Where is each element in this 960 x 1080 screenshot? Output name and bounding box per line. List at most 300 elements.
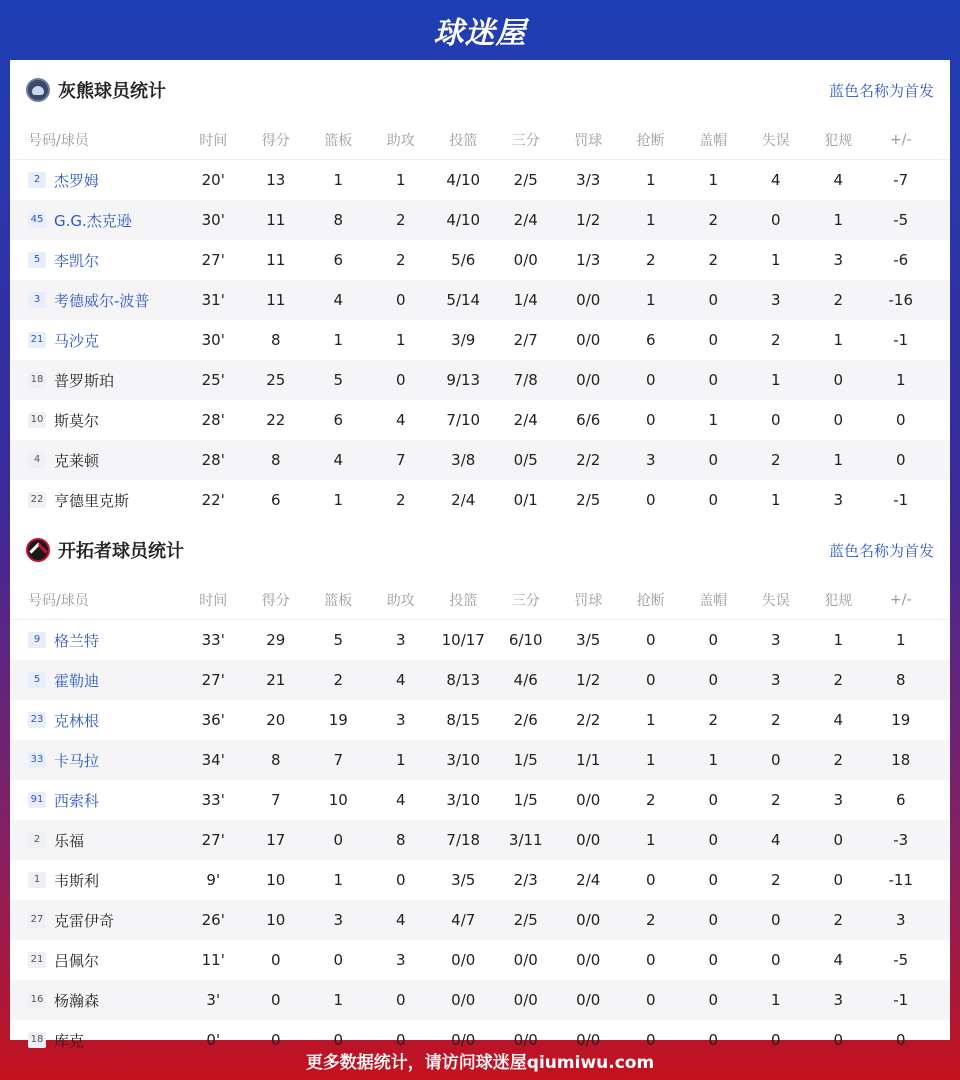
column-header: 篮板 xyxy=(324,592,353,609)
stat-cell: 4 xyxy=(333,451,344,469)
jersey-number: 45 xyxy=(28,212,46,228)
stat-cell: 1 xyxy=(333,171,344,189)
stat-cell: 3 xyxy=(833,251,844,269)
stat-cell: 0/0 xyxy=(513,991,538,1009)
stat-cell: 0/0 xyxy=(451,991,476,1009)
stat-cell: 17 xyxy=(266,831,286,849)
stat-cell: 0 xyxy=(395,991,406,1009)
table-row[interactable] xyxy=(10,820,950,860)
stat-cell: 27' xyxy=(201,831,225,849)
starter-note: 蓝色名称为首发 xyxy=(828,541,934,560)
stat-cell: 2/2 xyxy=(576,711,601,729)
stat-cell: 2/5 xyxy=(513,171,538,189)
stat-cell: 0 xyxy=(645,991,656,1009)
stat-cell: 4 xyxy=(833,711,844,729)
table-row[interactable] xyxy=(10,620,950,660)
stat-cell: 31' xyxy=(201,291,225,309)
stat-cell: 2/4 xyxy=(513,411,538,429)
stat-cell: 0/0 xyxy=(513,951,538,969)
player-name[interactable]: 吕佩尔 xyxy=(54,951,100,970)
stat-cell: 3 xyxy=(395,711,406,729)
stat-cell: 0/1 xyxy=(513,491,538,509)
stat-cell: 25 xyxy=(266,371,286,389)
stat-cell: 2 xyxy=(770,711,781,729)
stat-cell: 2 xyxy=(833,291,844,309)
stat-cell: 0 xyxy=(395,1031,406,1049)
table-row[interactable] xyxy=(10,660,950,700)
stat-cell: 0 xyxy=(833,871,844,889)
stat-cell: 0/0 xyxy=(576,331,601,349)
table-row[interactable] xyxy=(10,160,950,200)
stat-cell: 4/10 xyxy=(446,171,481,189)
column-header: +/- xyxy=(890,591,912,608)
player-name[interactable]: 李凯尔 xyxy=(54,251,100,270)
jersey-number: 2 xyxy=(28,832,46,848)
stat-cell: 0 xyxy=(895,411,906,429)
stat-cell: 1/2 xyxy=(576,671,601,689)
stat-cell: 28' xyxy=(201,411,225,429)
stat-cell: 3/8 xyxy=(451,451,476,469)
stat-cell: 3/5 xyxy=(451,871,476,889)
table-row[interactable] xyxy=(10,900,950,940)
stat-cell: 6 xyxy=(895,791,906,809)
team-title xyxy=(26,77,166,103)
stat-cell: 0/5 xyxy=(513,451,538,469)
column-header: 三分 xyxy=(511,132,540,149)
player-name[interactable]: 霍勒迪 xyxy=(54,671,100,690)
stat-cell: 0 xyxy=(645,491,656,509)
stat-cell: 2 xyxy=(645,791,656,809)
stat-cell: 5/6 xyxy=(451,251,476,269)
stat-cell: 18 xyxy=(891,751,911,769)
stat-cell: 2 xyxy=(645,251,656,269)
stat-cell: 3/11 xyxy=(508,831,543,849)
column-header: 盖帽 xyxy=(699,132,728,149)
stat-cell: 0 xyxy=(895,1031,906,1049)
stat-cell: 1 xyxy=(895,631,906,649)
stat-cell: 5/14 xyxy=(446,291,481,309)
stat-cell: 0' xyxy=(206,1031,221,1049)
stat-cell: 2/7 xyxy=(513,331,538,349)
stat-cell: 8 xyxy=(270,331,281,349)
stat-cell: 1 xyxy=(833,211,844,229)
stat-cell: 2 xyxy=(770,451,781,469)
stat-cell: 0 xyxy=(708,371,719,389)
stat-cell: 0 xyxy=(770,951,781,969)
stat-cell: 20 xyxy=(266,711,286,729)
jersey-number: 3 xyxy=(28,292,46,308)
player-name[interactable]: 乐福 xyxy=(54,831,85,850)
stat-cell: 8 xyxy=(395,831,406,849)
stat-cell: 0 xyxy=(770,911,781,929)
player-name[interactable]: 克林根 xyxy=(54,711,100,730)
table-row[interactable] xyxy=(10,440,950,480)
player-name[interactable]: 杨瀚森 xyxy=(54,991,100,1010)
stat-cell: 2/6 xyxy=(513,711,538,729)
stat-cell: 0 xyxy=(333,951,344,969)
table-row[interactable] xyxy=(10,360,950,400)
stat-cell: 36' xyxy=(201,711,225,729)
stat-cell: -11 xyxy=(888,871,913,889)
team-title-text: 开拓者球员统计 xyxy=(58,541,184,562)
stat-cell: 1 xyxy=(645,291,656,309)
column-header: 犯规 xyxy=(824,592,853,609)
column-header: 助攻 xyxy=(386,132,415,149)
column-header: 盖帽 xyxy=(699,592,728,609)
stat-cell: 4 xyxy=(333,291,344,309)
table-row[interactable] xyxy=(10,400,950,440)
jersey-number: 21 xyxy=(28,332,46,348)
stat-cell: 0 xyxy=(708,291,719,309)
jersey-number: 2 xyxy=(28,172,46,188)
stats-card xyxy=(10,60,950,1050)
stat-cell: 2/3 xyxy=(513,871,538,889)
stat-cell: 0 xyxy=(270,991,281,1009)
stat-cell: 2 xyxy=(395,491,406,509)
stat-cell: 25' xyxy=(201,371,225,389)
stat-cell: 0 xyxy=(708,871,719,889)
stat-cell: 1 xyxy=(645,751,656,769)
stat-cell: 0 xyxy=(270,1031,281,1049)
stat-cell: 0/0 xyxy=(451,951,476,969)
stat-cell: 6 xyxy=(645,331,656,349)
stat-cell: 30' xyxy=(201,211,225,229)
team-section xyxy=(10,60,950,520)
player-cell xyxy=(10,830,182,851)
stat-cell: 3 xyxy=(770,671,781,689)
stat-cell: 10 xyxy=(266,871,286,889)
stat-cell: 0 xyxy=(645,671,656,689)
stat-cell: 1 xyxy=(333,991,344,1009)
stat-cell: 0 xyxy=(833,1031,844,1049)
column-header: 号码/球员 xyxy=(28,592,89,609)
player-name[interactable]: 格兰特 xyxy=(54,631,100,650)
column-header: 投篮 xyxy=(449,132,478,149)
player-cell xyxy=(10,450,182,471)
column-header: 罚球 xyxy=(574,132,603,149)
player-cell xyxy=(10,170,182,191)
column-header: 得分 xyxy=(261,592,290,609)
stat-cell: 4 xyxy=(833,171,844,189)
stat-cell: 0/0 xyxy=(576,831,601,849)
stat-cell: 0 xyxy=(708,491,719,509)
stat-cell: 1 xyxy=(833,631,844,649)
stat-cell: 4/7 xyxy=(451,911,476,929)
stat-cell: 0/0 xyxy=(513,251,538,269)
stat-cell: 3 xyxy=(833,791,844,809)
stat-cell: 10 xyxy=(266,911,286,929)
stat-cell: 1/4 xyxy=(513,291,538,309)
column-header: 失误 xyxy=(761,592,790,609)
player-cell xyxy=(10,990,182,1011)
stat-cell: 2 xyxy=(708,251,719,269)
stat-cell: 1/3 xyxy=(576,251,601,269)
stat-cell: 1 xyxy=(770,491,781,509)
stat-cell: 0 xyxy=(708,951,719,969)
player-name[interactable]: 考德威尔-波普 xyxy=(54,291,150,310)
stat-cell: 4 xyxy=(395,911,406,929)
stat-cell: 3 xyxy=(395,631,406,649)
player-name[interactable]: 亨德里克斯 xyxy=(54,491,130,510)
stat-cell: 0 xyxy=(708,631,719,649)
brand-logo xyxy=(0,0,960,60)
stat-cell: 2 xyxy=(770,331,781,349)
column-header: 三分 xyxy=(511,592,540,609)
stat-cell: 1/1 xyxy=(576,751,601,769)
team-section xyxy=(10,520,950,1060)
section-header xyxy=(10,60,950,120)
player-cell xyxy=(10,870,182,891)
jersey-number: 4 xyxy=(28,452,46,468)
stat-cell: 2 xyxy=(770,791,781,809)
stat-cell: 0 xyxy=(895,451,906,469)
stat-cell: 34' xyxy=(201,751,225,769)
player-cell xyxy=(10,290,182,311)
player-cell xyxy=(10,490,182,511)
stat-cell: 0 xyxy=(770,411,781,429)
player-cell xyxy=(10,670,182,691)
table-row[interactable] xyxy=(10,740,950,780)
stat-cell: -5 xyxy=(893,211,909,229)
stat-cell: 2 xyxy=(770,871,781,889)
table-row[interactable] xyxy=(10,940,950,980)
player-name[interactable]: 韦斯利 xyxy=(54,871,100,890)
stat-cell: 0 xyxy=(395,871,406,889)
stat-cell: 11 xyxy=(266,211,286,229)
stat-cell: 4 xyxy=(833,951,844,969)
stat-cell: 1 xyxy=(770,371,781,389)
table-row[interactable] xyxy=(10,980,950,1020)
stat-cell: 30' xyxy=(201,331,225,349)
stat-cell: 2/4 xyxy=(513,211,538,229)
table-row[interactable] xyxy=(10,240,950,280)
stat-cell: 7/10 xyxy=(446,411,481,429)
stat-cell: 13 xyxy=(266,171,286,189)
stat-cell: 2/4 xyxy=(576,871,601,889)
stat-cell: 3 xyxy=(333,911,344,929)
player-cell xyxy=(10,950,182,971)
stat-cell: 0 xyxy=(708,1031,719,1049)
stat-cell: -1 xyxy=(893,331,909,349)
player-name[interactable]: 克雷伊奇 xyxy=(54,911,115,930)
stat-cell: 1 xyxy=(333,331,344,349)
table-row[interactable] xyxy=(10,280,950,320)
stat-cell: 1 xyxy=(645,711,656,729)
stat-cell: 0 xyxy=(770,751,781,769)
stat-cell: 1 xyxy=(333,491,344,509)
stat-cell: 0/0 xyxy=(576,951,601,969)
stat-cell: 7 xyxy=(270,791,281,809)
jersey-number: 9 xyxy=(28,632,46,648)
stat-cell: 11' xyxy=(201,951,225,969)
stat-cell: 2 xyxy=(395,211,406,229)
column-header: 助攻 xyxy=(386,592,415,609)
stat-cell: 5 xyxy=(333,371,344,389)
player-name[interactable]: 克莱顿 xyxy=(54,451,100,470)
stat-cell: 0 xyxy=(333,1031,344,1049)
stat-cell: 0 xyxy=(770,1031,781,1049)
stat-cell: 33' xyxy=(201,631,225,649)
stat-cell: 3 xyxy=(895,911,906,929)
stat-cell: 0 xyxy=(645,631,656,649)
team-title-text: 灰熊球员统计 xyxy=(58,81,166,102)
stat-cell: 0 xyxy=(708,671,719,689)
stat-cell: 1 xyxy=(708,171,719,189)
player-name[interactable]: 马沙克 xyxy=(54,331,100,350)
jersey-number: 18 xyxy=(28,372,46,388)
stat-cell: 1 xyxy=(645,171,656,189)
jersey-number: 33 xyxy=(28,752,46,768)
stat-cell: 3 xyxy=(833,491,844,509)
stat-cell: 3/3 xyxy=(576,171,601,189)
stat-cell: 4 xyxy=(395,671,406,689)
stat-cell: 0 xyxy=(645,411,656,429)
stat-cell: 0 xyxy=(645,871,656,889)
stat-cell: 28' xyxy=(201,451,225,469)
stat-cell: 4 xyxy=(395,791,406,809)
stat-cell: 3/9 xyxy=(451,331,476,349)
stat-cell: 1 xyxy=(708,751,719,769)
stat-cell: 1 xyxy=(645,831,656,849)
stat-cell: 33' xyxy=(201,791,225,809)
stat-cell: 0 xyxy=(395,371,406,389)
jersey-number: 91 xyxy=(28,792,46,808)
player-name[interactable]: 库克 xyxy=(54,1031,85,1050)
stat-cell: 1 xyxy=(395,751,406,769)
stat-cell: 8/15 xyxy=(446,711,481,729)
stat-cell: 7/8 xyxy=(513,371,538,389)
stat-cell: 0 xyxy=(645,1031,656,1049)
stat-cell: 0 xyxy=(708,331,719,349)
table-header-row xyxy=(10,580,950,620)
stat-cell: 1 xyxy=(770,251,781,269)
stat-cell: 0 xyxy=(833,411,844,429)
column-header: 罚球 xyxy=(574,592,603,609)
stat-cell: 4 xyxy=(770,831,781,849)
stat-cell: 1 xyxy=(895,371,906,389)
table-row[interactable] xyxy=(10,700,950,740)
column-header: 得分 xyxy=(261,132,290,149)
column-header: 号码/球员 xyxy=(28,132,89,149)
stat-cell: 27' xyxy=(201,671,225,689)
stat-cell: 6 xyxy=(333,411,344,429)
player-name[interactable]: 普罗斯珀 xyxy=(54,371,115,390)
stat-cell: 8/13 xyxy=(446,671,481,689)
table-row[interactable] xyxy=(10,480,950,520)
stat-cell: 10/17 xyxy=(441,631,485,649)
stat-cell: 2 xyxy=(333,671,344,689)
stat-cell: 8 xyxy=(270,751,281,769)
stat-cell: 2/2 xyxy=(576,451,601,469)
column-header: 投篮 xyxy=(449,592,478,609)
stat-cell: 4 xyxy=(770,171,781,189)
stat-cell: 6 xyxy=(270,491,281,509)
stat-cell: 0/0 xyxy=(451,1031,476,1049)
stat-cell: 0/0 xyxy=(576,911,601,929)
stat-cell: -6 xyxy=(893,251,909,269)
stat-cell: 1 xyxy=(770,991,781,1009)
section-header xyxy=(10,520,950,580)
stat-cell: 3/10 xyxy=(446,751,481,769)
stat-cell: 27' xyxy=(201,251,225,269)
stat-cell: 1 xyxy=(645,211,656,229)
player-cell xyxy=(10,630,182,651)
stat-cell: 6/6 xyxy=(576,411,601,429)
footer-banner xyxy=(0,1040,960,1080)
stat-cell: 4/6 xyxy=(513,671,538,689)
stat-cell: 4 xyxy=(395,411,406,429)
stat-cell: 3 xyxy=(833,991,844,1009)
jersey-number: 23 xyxy=(28,712,46,728)
player-name[interactable]: 西索科 xyxy=(54,791,100,810)
stat-cell: 2 xyxy=(645,911,656,929)
table-row[interactable] xyxy=(10,200,950,240)
stat-cell: 29 xyxy=(266,631,286,649)
stat-cell: -1 xyxy=(893,991,909,1009)
stat-cell: 9' xyxy=(206,871,221,889)
stat-cell: 1/2 xyxy=(576,211,601,229)
footer-text: 更多数据统计，请访问球迷屋qiumiwu.com xyxy=(305,1052,655,1073)
jersey-number: 5 xyxy=(28,672,46,688)
stat-cell: 9/13 xyxy=(446,371,481,389)
stat-cell: 21 xyxy=(266,671,286,689)
stat-cell: 1 xyxy=(333,871,344,889)
stat-cell: 0 xyxy=(708,831,719,849)
stat-cell: 22 xyxy=(266,411,286,429)
jersey-number: 16 xyxy=(28,992,46,1008)
column-header: +/- xyxy=(890,131,912,148)
stat-cell: 6/10 xyxy=(508,631,543,649)
table-header-row xyxy=(10,120,950,160)
stat-cell: 26' xyxy=(201,911,225,929)
stat-cell: 2 xyxy=(833,911,844,929)
stat-cell: 0/0 xyxy=(576,791,601,809)
stat-cell: 2/5 xyxy=(576,491,601,509)
column-header: 时间 xyxy=(199,592,228,609)
player-cell xyxy=(10,410,182,431)
stat-cell: 1 xyxy=(833,331,844,349)
player-name[interactable]: G.G.杰克逊 xyxy=(54,211,132,230)
stat-cell: 0 xyxy=(833,831,844,849)
table-row[interactable] xyxy=(10,780,950,820)
table-row[interactable] xyxy=(10,320,950,360)
table-row[interactable] xyxy=(10,860,950,900)
player-name[interactable]: 斯莫尔 xyxy=(54,411,100,430)
brand-logo-text: 球迷屋 xyxy=(433,16,527,51)
stat-cell: 1 xyxy=(708,411,719,429)
stat-cell: 8 xyxy=(333,211,344,229)
stat-cell: 0 xyxy=(770,211,781,229)
stat-cell: 6 xyxy=(333,251,344,269)
stat-cell: -3 xyxy=(893,831,909,849)
jersey-number: 22 xyxy=(28,492,46,508)
player-name[interactable]: 杰罗姆 xyxy=(54,171,100,190)
stat-cell: 0/0 xyxy=(576,291,601,309)
player-name[interactable]: 卡马拉 xyxy=(54,751,100,770)
stat-cell: 19 xyxy=(328,711,348,729)
stat-cell: 3 xyxy=(395,951,406,969)
stat-cell: 0/0 xyxy=(513,1031,538,1049)
stat-cell: 0 xyxy=(708,791,719,809)
stat-cell: -7 xyxy=(893,171,909,189)
jersey-number: 18 xyxy=(28,1032,46,1048)
stat-cell: 22' xyxy=(201,491,225,509)
column-header: 抢断 xyxy=(636,132,665,149)
stat-cell: -5 xyxy=(893,951,909,969)
stat-cell: 3 xyxy=(645,451,656,469)
jersey-number: 5 xyxy=(28,252,46,268)
player-cell xyxy=(10,330,182,351)
